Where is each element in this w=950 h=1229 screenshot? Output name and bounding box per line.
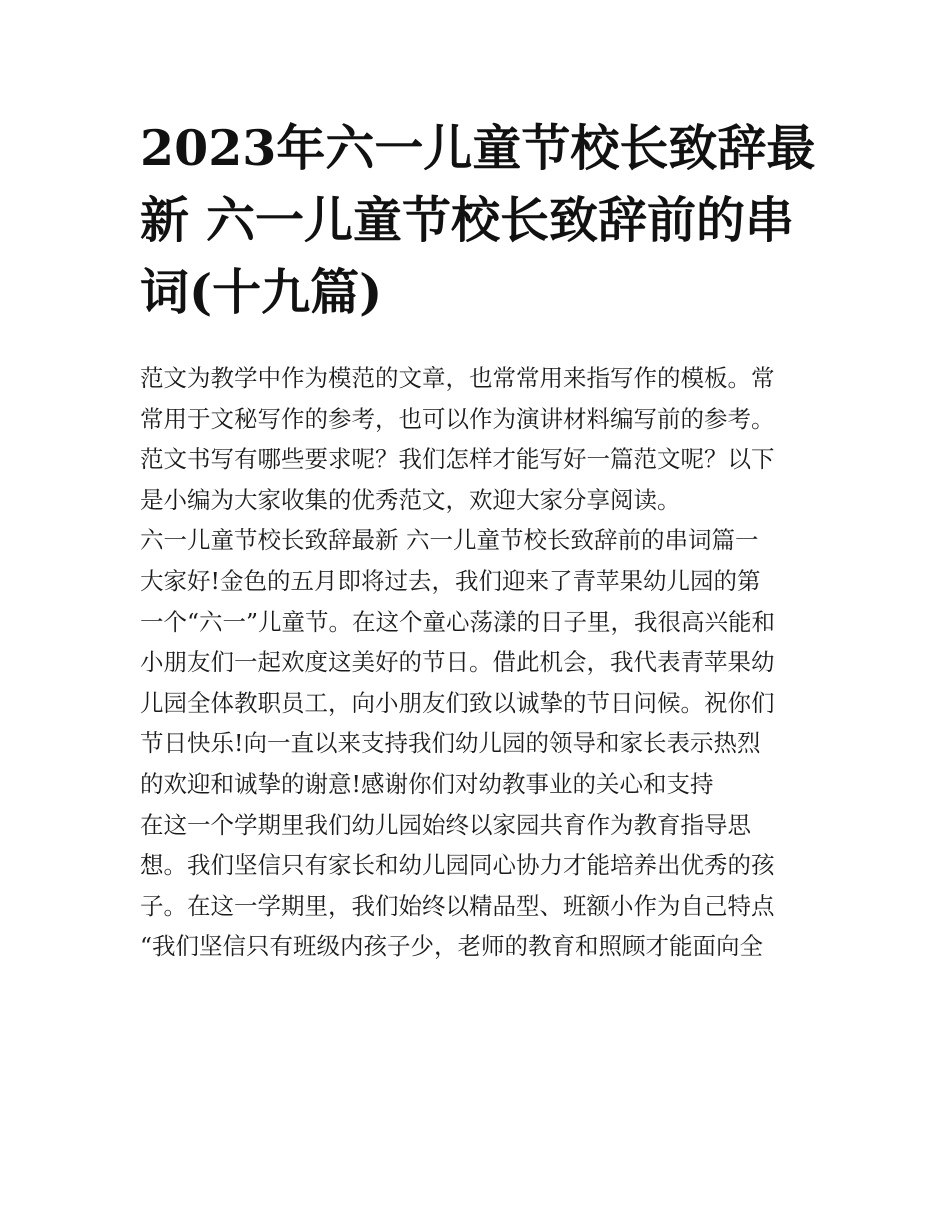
body-line: 是小编为大家收集的优秀范文，欢迎大家分享阅读。	[140, 485, 681, 514]
body-line: 常用于文秘写作的参考，也可以作为演讲材料编写前的参考。	[140, 404, 775, 433]
title-line: 新 六一儿童节校长致辞前的串	[140, 191, 795, 249]
body-line: 想。我们坚信只有家长和幼儿园同心协力才能培养出优秀的孩	[140, 851, 775, 880]
document-body	[140, 358, 830, 967]
body-line: 范文书写有哪些要求呢？我们怎样才能写好一篇范文呢？以下	[140, 445, 775, 474]
document-title	[140, 112, 820, 328]
body-line: 大家好!金色的五月即将过去，我们迎来了青苹果幼儿园的第	[140, 566, 761, 595]
body-line: 的欢迎和诚挚的谢意!感谢你们对幼教事业的关心和支持	[140, 769, 714, 798]
body-line: “我们坚信只有班级内孩子少，老师的教育和照顾才能面向全	[140, 932, 764, 961]
title-line: 词(十九篇)	[140, 263, 383, 321]
title-line: 2023年六一儿童节校长致辞最	[140, 119, 816, 177]
section-heading: 六一儿童节校长致辞最新 六一儿童节校长致辞前的串词篇一	[140, 526, 759, 555]
body-line: 一个“六一”儿童节。在这个童心荡漾的日子里，我很高兴能和	[140, 607, 776, 636]
body-line: 儿园全体教职员工，向小朋友们致以诚挚的节日问候。祝你们	[140, 688, 775, 717]
body-line: 子。在这一学期里，我们始终以精品型、班额小作为自己特点	[140, 891, 775, 920]
body-line: 在这一个学期里我们幼儿园始终以家园共育作为教育指导思	[140, 810, 751, 839]
body-line: 节日快乐!向一直以来支持我们幼儿园的领导和家长表示热烈	[140, 729, 761, 758]
body-line: 小朋友们一起欢度这美好的节日。借此机会，我代表青苹果幼	[140, 648, 775, 677]
body-line: 范文为教学中作为模范的文章，也常常用来指写作的模板。常	[140, 364, 775, 392]
